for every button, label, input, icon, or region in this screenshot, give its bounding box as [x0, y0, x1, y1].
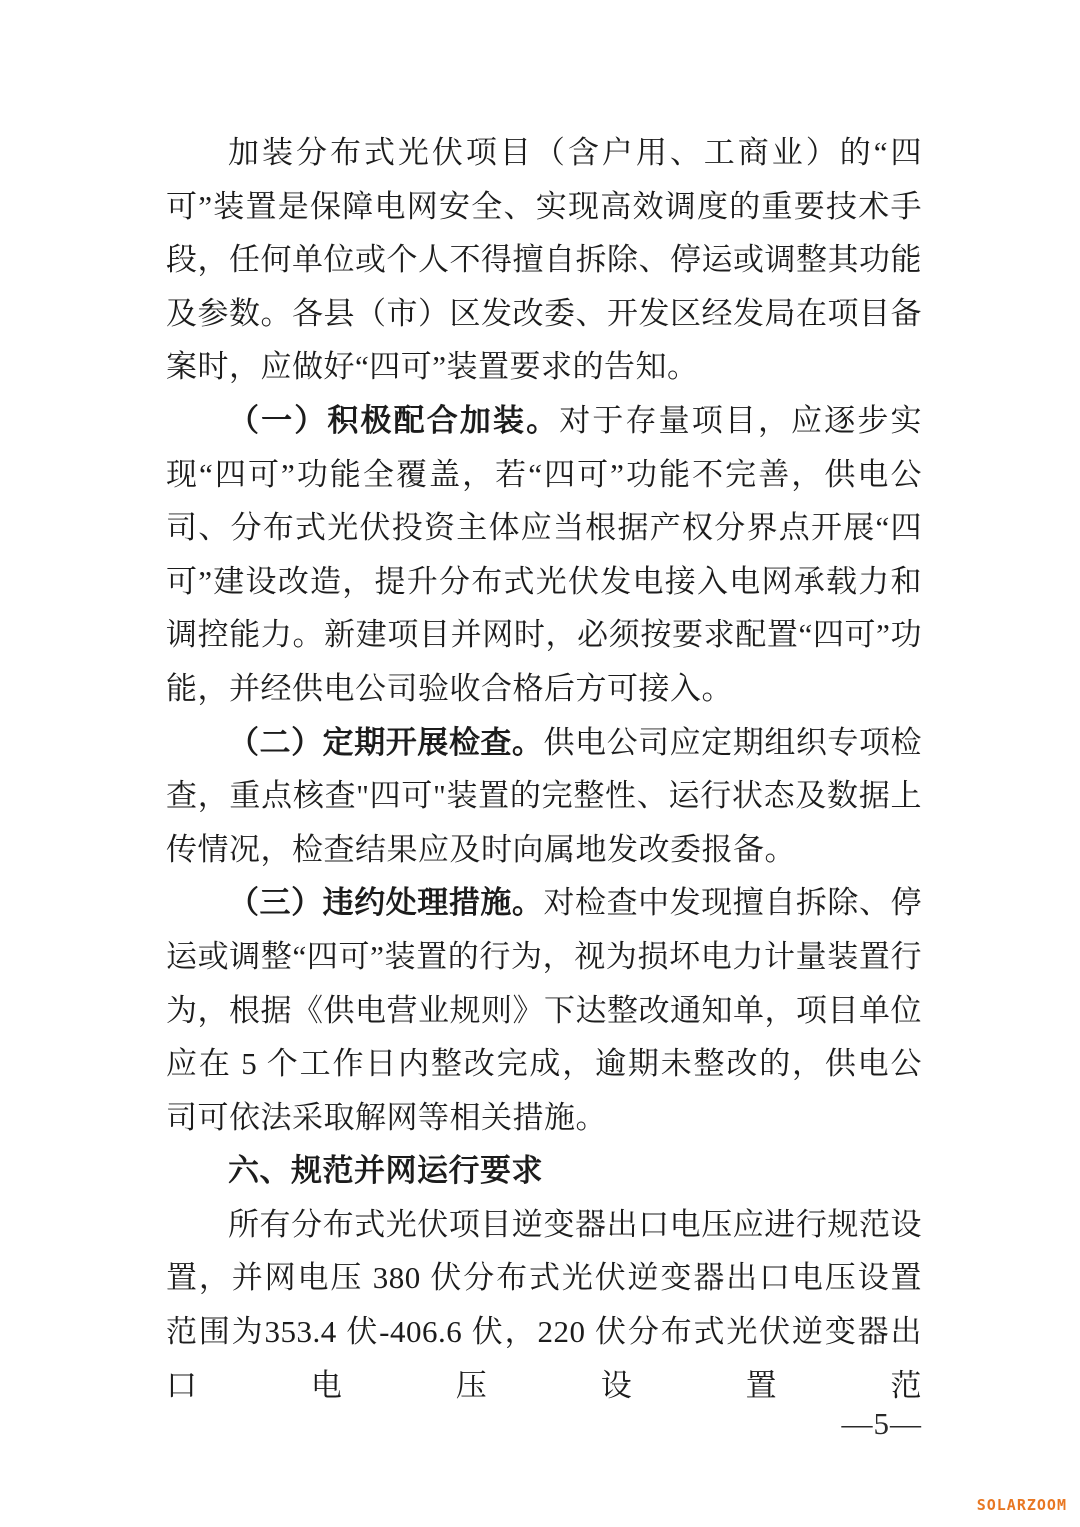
paragraph-item-2 [166, 716, 922, 877]
document-body [166, 126, 922, 1412]
paragraph-item-1 [166, 394, 922, 716]
paragraph-lead-3: （三）违约处理措施。 [228, 885, 544, 921]
page-number: —5— [841, 1406, 922, 1441]
watermark: SOLARZOOM [976, 1496, 1067, 1514]
paragraph-lead-1: （一）积极配合加装。 [228, 402, 560, 438]
section-heading: 六、规范并网运行要求 [228, 1153, 543, 1189]
paragraph-intro: 加装分布式光伏项目（含户用、工商业）的“四可”装置是保障电网安全、实现高效调度的重要技术手段，任何单位或个人不得擅自拆除、停运或调整其功能及参数。各县（市）区发改委、开发区经发局在项目备案时，应做好“四可”装置要求的告知。 [166, 135, 922, 385]
paragraph-lead-2: （二）定期开展检查。 [228, 724, 544, 760]
paragraph-text-1: 对于存量项目，应逐步实现“四可”功能全覆盖，若“四可”功能不完善，供电公司、分布式光伏投资主体应当根据产权分界点开展“四可”建设改造，提升分布式光伏发电接入电网承载力和调控能力。新建项目并网时，必须按要求配置“四可”功能，并经供电公司验收合格后方可接入。 [166, 402, 922, 706]
paragraph-item-3 [166, 876, 922, 1144]
paragraph-text-3: 对检查中发现擅自拆除、停运或调整“四可”装置的行为，视为损坏电力计量装置行为，根据《供电营业规则》下达整改通知单，项目单位应在 5 个工作日内整改完成，逾期未整改的，供电公司可依法采取解网等相关措施。 [166, 885, 923, 1135]
paragraph-text-2: 供电公司应定期组织专项检查，重点核查"四可"装置的完整性、运行状态及数据上传情况，检查结果应及时向属地发改委报备。 [166, 724, 923, 867]
paragraph-final: 所有分布式光伏项目逆变器出口电压应进行规范设置，并网电压 380 伏分布式光伏逆变器出口电压设置范围为353.4 伏-406.6 伏，220 伏分布式光伏逆变器出口电压设置范 [166, 1206, 922, 1403]
